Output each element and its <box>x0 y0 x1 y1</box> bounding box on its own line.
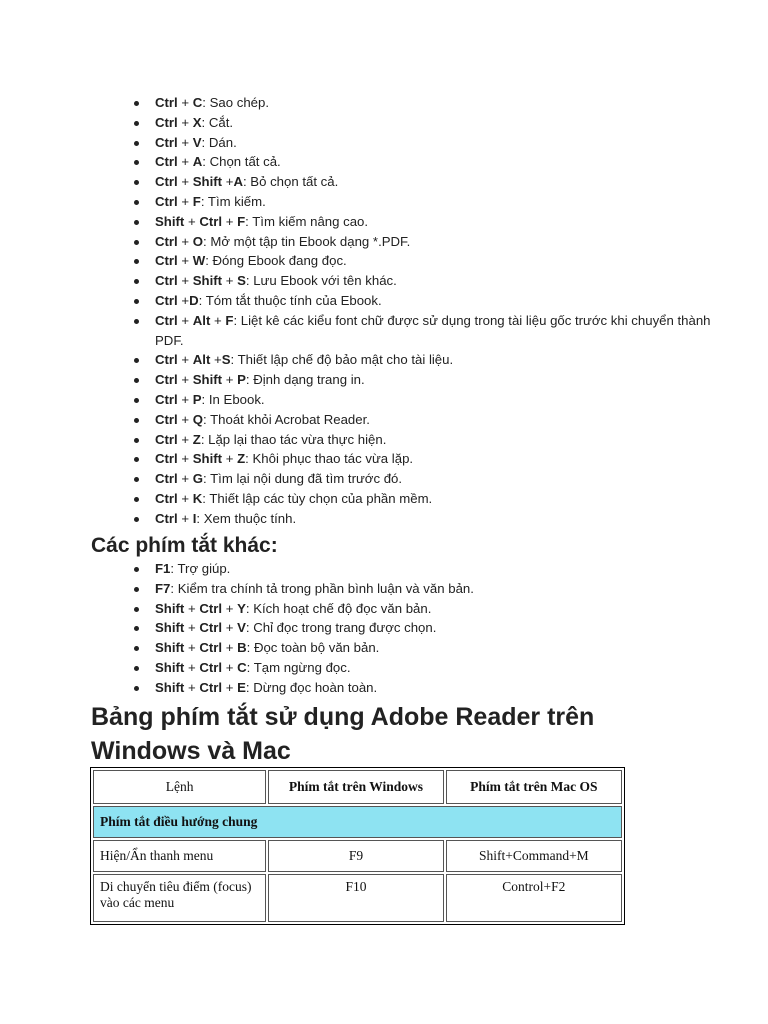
cell-command: Di chuyển tiêu điểm (focus) vào các menu <box>93 874 266 922</box>
key-separator: : <box>202 490 210 506</box>
key-separator: + <box>177 174 193 190</box>
key-separator: : <box>245 273 254 289</box>
list-item <box>155 212 715 232</box>
key-name: Q <box>192 411 204 427</box>
list-item <box>155 133 715 153</box>
key-name: X <box>192 114 202 130</box>
list-item <box>155 638 715 658</box>
key-separator: : <box>245 679 254 695</box>
key-separator: + <box>184 213 200 229</box>
key-name: P <box>237 372 246 388</box>
key-name: Shift <box>155 659 185 675</box>
key-separator: + <box>222 372 238 388</box>
key-name: C <box>192 95 203 110</box>
shortcut-description: Kích hoạt chế độ đọc văn bản. <box>253 600 432 616</box>
key-separator: : <box>203 471 211 487</box>
key-name: Ctrl <box>155 431 178 447</box>
shortcut-description: Cắt. <box>208 114 234 130</box>
key-name: E <box>237 679 246 695</box>
list-item <box>155 291 715 311</box>
key-name: Ctrl <box>199 213 223 229</box>
key-separator: : <box>203 411 211 427</box>
header-mac: Phím tắt trên Mac OS <box>446 770 622 804</box>
key-separator: + <box>177 510 193 526</box>
key-separator: + <box>184 659 200 675</box>
key-separator: + <box>177 431 193 447</box>
list-item <box>155 469 715 489</box>
key-separator: : <box>245 372 254 388</box>
shortcut-description: Đọc toàn bộ văn bản. <box>253 640 380 656</box>
key-separator: + <box>184 600 200 616</box>
list-item <box>155 251 715 271</box>
shortcut-description: Mở một tập tin Ebook dạng *.PDF. <box>210 233 411 249</box>
list-item <box>155 579 715 599</box>
key-name: Ctrl <box>199 679 223 695</box>
cell-windows: F10 <box>268 874 443 922</box>
shortcut-description: Sao chép. <box>209 95 269 110</box>
key-separator: + <box>177 411 193 427</box>
key-name: V <box>192 134 202 150</box>
shortcut-description: Tạm ngừng đọc. <box>253 659 351 675</box>
list-item <box>155 410 715 430</box>
key-name: Shift <box>192 273 223 289</box>
shortcut-description: Trợ giúp. <box>177 561 231 576</box>
table-row <box>93 874 622 922</box>
key-separator: + <box>184 620 200 636</box>
key-separator: : <box>170 561 178 576</box>
shortcut-description: Tìm kiếm nâng cao. <box>252 213 369 229</box>
key-separator: + <box>177 352 193 368</box>
key-name: O <box>192 233 204 249</box>
key-separator: : <box>202 154 210 170</box>
key-separator: : <box>198 292 206 308</box>
key-separator: : <box>246 640 254 656</box>
key-name: Y <box>237 600 246 616</box>
key-name: Shift <box>155 620 185 636</box>
cell-command: Hiện/Ẩn thanh menu <box>93 840 266 872</box>
list-item <box>155 658 715 678</box>
key-name: Ctrl <box>155 312 178 328</box>
key-name: S <box>221 352 231 368</box>
list-item <box>155 390 715 410</box>
shortcut-description: Lặp lại thao tác vừa thực hiện. <box>208 431 387 447</box>
key-name: Shift <box>192 174 223 190</box>
shortcut-description: Lưu Ebook với tên khác. <box>253 273 397 289</box>
key-separator: + <box>222 273 238 289</box>
key-name: A <box>192 154 203 170</box>
list-item <box>155 509 715 529</box>
key-separator: + <box>222 659 238 675</box>
shortcut-description: Tóm tắt thuộc tính của Ebook. <box>205 292 382 308</box>
key-name: Ctrl <box>199 600 223 616</box>
key-separator: : <box>245 600 254 616</box>
table-header-row <box>93 770 622 804</box>
key-separator: + <box>177 193 193 209</box>
key-name: F <box>192 193 201 209</box>
key-name: Ctrl <box>155 471 178 487</box>
key-name: W <box>192 253 206 269</box>
key-separator: + <box>177 134 193 150</box>
key-name: Shift <box>192 372 223 388</box>
key-name: I <box>192 510 197 526</box>
key-name: Ctrl <box>155 273 178 289</box>
key-name: Ctrl <box>155 134 178 150</box>
key-separator: + <box>222 679 238 695</box>
key-name: Shift <box>155 679 185 695</box>
key-name: Shift <box>155 600 185 616</box>
key-name: Ctrl <box>199 659 223 675</box>
key-name: Shift <box>155 640 185 656</box>
list-item <box>155 350 715 370</box>
key-separator: + <box>177 312 193 328</box>
key-separator: + <box>177 372 193 388</box>
key-name: F <box>237 213 246 229</box>
cell-mac: Shift+Command+M <box>446 840 622 872</box>
key-name: Z <box>237 451 246 467</box>
list-item <box>155 192 715 212</box>
key-name: Ctrl <box>155 193 178 209</box>
other-shortcut-list <box>0 559 715 698</box>
list-item <box>155 430 715 450</box>
key-separator: : <box>201 114 209 130</box>
key-separator: + <box>177 154 193 170</box>
key-name: Ctrl <box>155 510 178 526</box>
list-item <box>155 93 715 113</box>
key-name: Shift <box>155 213 185 229</box>
key-name: Ctrl <box>155 174 178 190</box>
shortcut-description: Đóng Ebook đang đọc. <box>212 253 347 269</box>
key-name: Ctrl <box>199 640 223 656</box>
table-heading: Bảng phím tắt sử dụng Adobe Reader trên Windows và Mac <box>91 703 595 765</box>
key-separator: + <box>177 114 193 130</box>
other-shortcuts-heading: Các phím tắt khác: <box>91 534 278 557</box>
list-item <box>155 172 715 192</box>
key-name: Ctrl <box>155 114 178 130</box>
table-row <box>93 840 622 872</box>
key-name: P <box>192 391 202 407</box>
list-item <box>155 559 715 579</box>
section-label: Phím tắt điều hướng chung <box>93 806 622 838</box>
key-separator: : <box>200 193 208 209</box>
shortcut-description: Dừng đọc hoàn toàn. <box>253 679 378 695</box>
list-item <box>155 113 715 133</box>
shortcut-description: Khôi phục thao tác vừa lặp. <box>252 451 414 467</box>
shortcut-description: Dán. <box>208 134 237 150</box>
shortcut-list <box>0 93 715 529</box>
shortcut-description: Thiết lập chế độ bảo mật cho tài liệu. <box>237 352 454 368</box>
shortcut-description: Thoát khỏi Acrobat Reader. <box>210 411 370 427</box>
key-name: Alt <box>192 352 211 368</box>
key-name: Ctrl <box>155 352 178 368</box>
key-separator: : <box>202 95 210 110</box>
key-separator: : <box>245 213 253 229</box>
key-separator: : <box>201 391 209 407</box>
key-separator: : <box>170 580 178 596</box>
header-windows: Phím tắt trên Windows <box>268 770 443 804</box>
key-name: Ctrl <box>155 253 178 269</box>
key-separator: + <box>222 213 238 229</box>
key-separator: + <box>177 292 190 308</box>
shortcut-description: Kiểm tra chính tả trong phần bình luận và văn bản. <box>177 580 474 596</box>
shortcut-description: Liệt kê các kiểu font chữ được sử dụng trong tài liệu gốc trước khi chuyển thành PDF. <box>155 312 711 348</box>
key-separator: : <box>200 431 209 447</box>
key-separator: + <box>177 471 193 487</box>
key-name: G <box>192 471 204 487</box>
key-name: Ctrl <box>155 411 178 427</box>
key-separator: + <box>222 451 238 467</box>
key-separator: : <box>245 620 254 636</box>
key-separator: + <box>222 640 238 656</box>
key-name: Ctrl <box>199 620 223 636</box>
key-name: Ctrl <box>155 391 178 407</box>
key-separator: : <box>242 174 251 190</box>
list-item <box>155 678 715 698</box>
shortcut-description: Chỉ đọc trong trang được chọn. <box>253 620 437 636</box>
key-separator: : <box>203 233 211 249</box>
key-name: S <box>237 273 246 289</box>
shortcut-description: Bỏ chọn tất cả. <box>250 174 339 190</box>
shortcut-description: Xem thuộc tính. <box>203 510 297 526</box>
table-section-row <box>93 806 622 838</box>
key-name: Z <box>192 431 201 447</box>
key-name: Alt <box>192 312 211 328</box>
list-item <box>155 449 715 469</box>
key-separator: + <box>177 253 193 269</box>
key-separator: + <box>222 174 234 190</box>
key-name: Ctrl <box>155 372 178 388</box>
cell-windows: F9 <box>268 840 443 872</box>
key-name: F1 <box>155 561 171 576</box>
list-item <box>155 489 715 509</box>
key-separator: + <box>177 273 193 289</box>
list-item <box>155 152 715 172</box>
key-separator: + <box>177 451 193 467</box>
key-separator: + <box>184 679 200 695</box>
key-separator: + <box>177 95 193 110</box>
key-name: F7 <box>155 580 171 596</box>
key-name: Ctrl <box>155 95 178 110</box>
key-name: Ctrl <box>155 154 178 170</box>
key-separator: : <box>233 312 241 328</box>
key-separator: + <box>210 352 222 368</box>
key-name: Ctrl <box>155 451 178 467</box>
key-name: K <box>192 490 203 506</box>
key-separator: + <box>177 233 193 249</box>
shortcut-description: Thiết lập các tùy chọn của phần mềm. <box>209 490 433 506</box>
list-item <box>155 370 715 390</box>
key-name: F <box>225 312 234 328</box>
key-separator: : <box>196 510 204 526</box>
list-item <box>155 618 715 638</box>
shortcut-description: Chọn tất cả. <box>209 154 281 170</box>
key-name: Ctrl <box>155 292 178 308</box>
key-separator: + <box>210 312 226 328</box>
key-separator: + <box>177 490 193 506</box>
key-separator: : <box>245 451 253 467</box>
key-separator: + <box>222 620 238 636</box>
key-name: Ctrl <box>155 233 178 249</box>
shortcut-description: Tìm kiếm. <box>207 193 266 209</box>
list-item <box>155 599 715 619</box>
shortcut-table <box>90 767 625 925</box>
key-name: Ctrl <box>155 490 178 506</box>
key-name: B <box>237 640 247 656</box>
key-name: D <box>189 292 199 308</box>
list-item <box>155 271 715 291</box>
key-separator: + <box>177 391 193 407</box>
key-separator: + <box>222 600 238 616</box>
key-name: A <box>233 174 243 190</box>
cell-mac: Control+F2 <box>446 874 622 922</box>
header-command: Lệnh <box>93 770 266 804</box>
shortcut-description: In Ebook. <box>208 391 265 407</box>
shortcut-description: Định dạng trang in. <box>253 372 365 388</box>
key-name: C <box>237 659 247 675</box>
key-separator: : <box>205 253 213 269</box>
key-separator: : <box>201 134 209 150</box>
list-item <box>155 311 715 351</box>
key-name: Shift <box>192 451 223 467</box>
key-separator: : <box>246 659 254 675</box>
list-item <box>155 232 715 252</box>
shortcut-description: Tìm lại nội dung đã tìm trước đó. <box>210 471 403 487</box>
key-separator: + <box>184 640 200 656</box>
key-separator: : <box>230 352 238 368</box>
key-name: V <box>237 620 246 636</box>
